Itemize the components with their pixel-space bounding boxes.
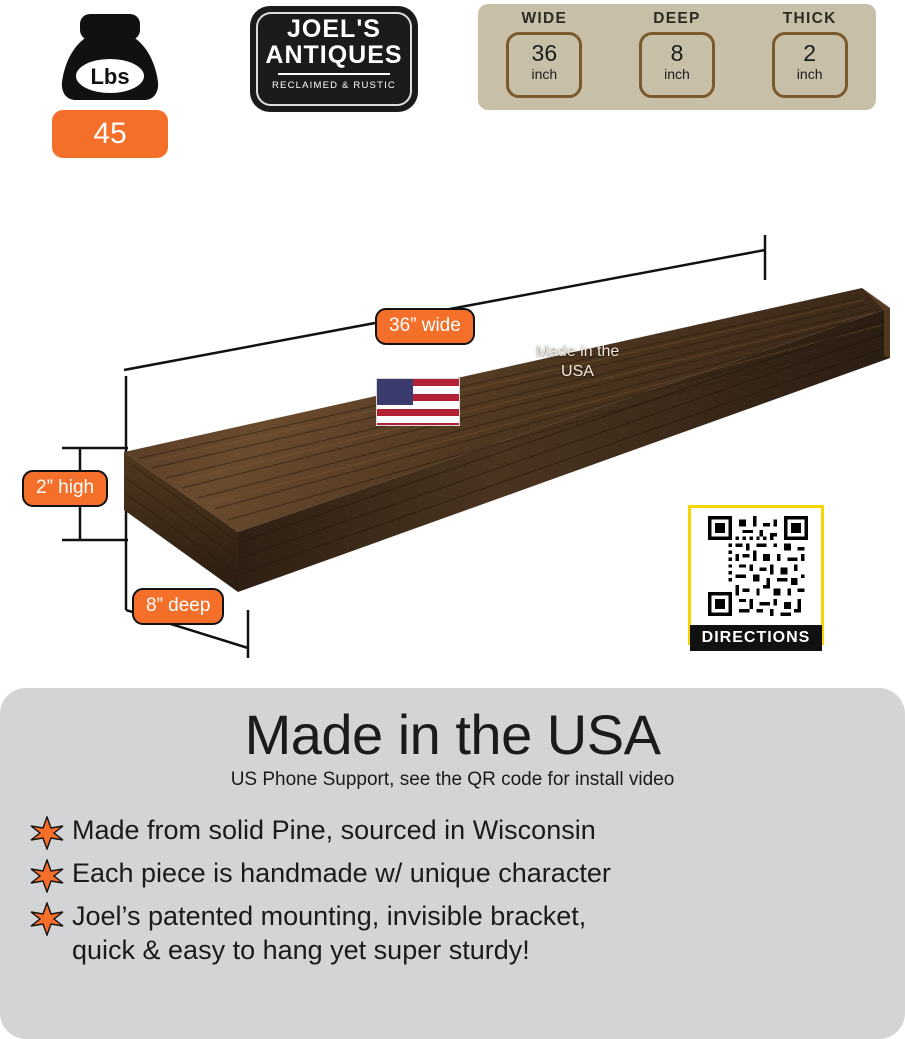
product-illustration [0, 180, 905, 680]
weight-block [40, 8, 180, 158]
dimension-thick-value: 2 [803, 40, 817, 66]
callout-depth: 8” deep [132, 588, 224, 625]
callout-height: 2” high [22, 470, 108, 507]
dimension-deep-unit: inch [664, 66, 690, 82]
dimension-deep-value: 8 [670, 40, 684, 66]
feature-list [30, 813, 905, 967]
svg-text:Lbs: Lbs [90, 64, 130, 89]
dimension-wide-title: WIDE [521, 10, 568, 27]
list-item-text-line2: quick & easy to hang yet super sturdy! [72, 935, 530, 965]
brand-line-1: JOEL'S [287, 15, 381, 43]
list-item-text: Joel’s patented mounting, invisible bracket, [72, 901, 587, 931]
dimension-wide-unit: inch [531, 66, 558, 82]
dimension-thick-title: THICK [782, 10, 837, 27]
brand-divider [278, 73, 390, 75]
brand-line-2: ANTIQUES [265, 41, 403, 69]
info-subtitle: US Phone Support, see the QR code for install video [230, 769, 675, 790]
dimension-deep-title: DEEP [653, 10, 701, 27]
star-icon [30, 859, 64, 893]
dimension-thick-unit: inch [796, 66, 823, 82]
usa-flag-icon [376, 378, 460, 426]
weight-kettlebell-icon [48, 8, 172, 104]
list-item [30, 899, 905, 967]
dimensions-panel [478, 4, 876, 110]
weight-value-badge: 45 [52, 110, 168, 158]
list-item [30, 813, 905, 850]
info-panel [0, 688, 905, 1039]
star-icon [30, 902, 64, 936]
qr-code-image [699, 516, 817, 616]
brand-line-3: RECLAIMED & RUSTIC [271, 80, 396, 91]
made-in-usa-overlay: Made in the USA [535, 343, 620, 380]
qr-code[interactable] [688, 505, 824, 645]
brand-logo [250, 6, 428, 118]
dimension-deep [622, 10, 732, 98]
qr-directions-label: DIRECTIONS [690, 625, 822, 651]
list-item [30, 856, 905, 893]
star-icon [30, 816, 64, 850]
dimension-wide [489, 10, 599, 98]
dimension-wide-value: 36 [531, 40, 558, 66]
list-item-text: Each piece is handmade w/ unique character [72, 858, 611, 888]
info-title: Made in the USA [244, 703, 661, 766]
dimension-thick [755, 10, 865, 98]
callout-width: 36” wide [375, 308, 475, 345]
list-item-text: Made from solid Pine, sourced in Wisconsin [72, 815, 596, 845]
